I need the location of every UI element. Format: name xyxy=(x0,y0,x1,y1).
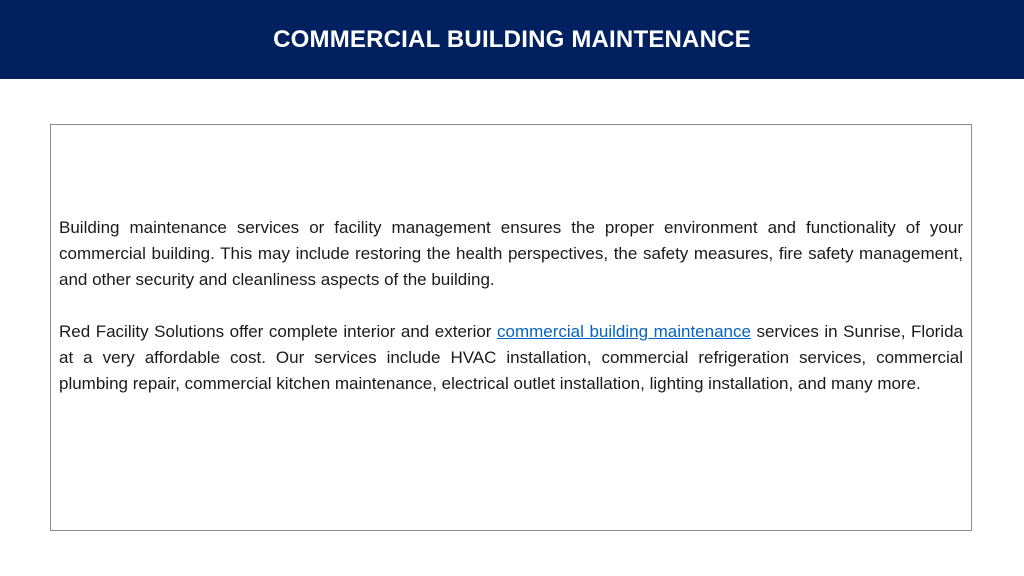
paragraph-services-lead: Red Facility Solutions offer complete interior and exterior xyxy=(59,322,498,341)
content-box xyxy=(50,124,972,531)
page-title: COMMERCIAL BUILDING MAINTENANCE xyxy=(273,25,751,53)
header-bar xyxy=(0,0,1024,79)
paragraph-services xyxy=(59,319,963,397)
content-text xyxy=(59,215,963,397)
paragraph-services-tail: services in Sunrise, Florida at a very affordable cost. Our services include HVAC installation, commercial refrigeration services, commercial plumbing repair, commercial kitchen maintenance, electrical outlet installation, lighting installation, and many more. xyxy=(59,322,963,393)
paragraph-intro: Building maintenance services or facility management ensures the proper environment and functionality of your commercial building. This may include restoring the health perspectives, the safety measures, fire safety management, and other security and cleanliness aspects of the building. xyxy=(59,218,963,289)
commercial-building-maintenance-link[interactable]: commercial building maintenance xyxy=(497,322,751,341)
